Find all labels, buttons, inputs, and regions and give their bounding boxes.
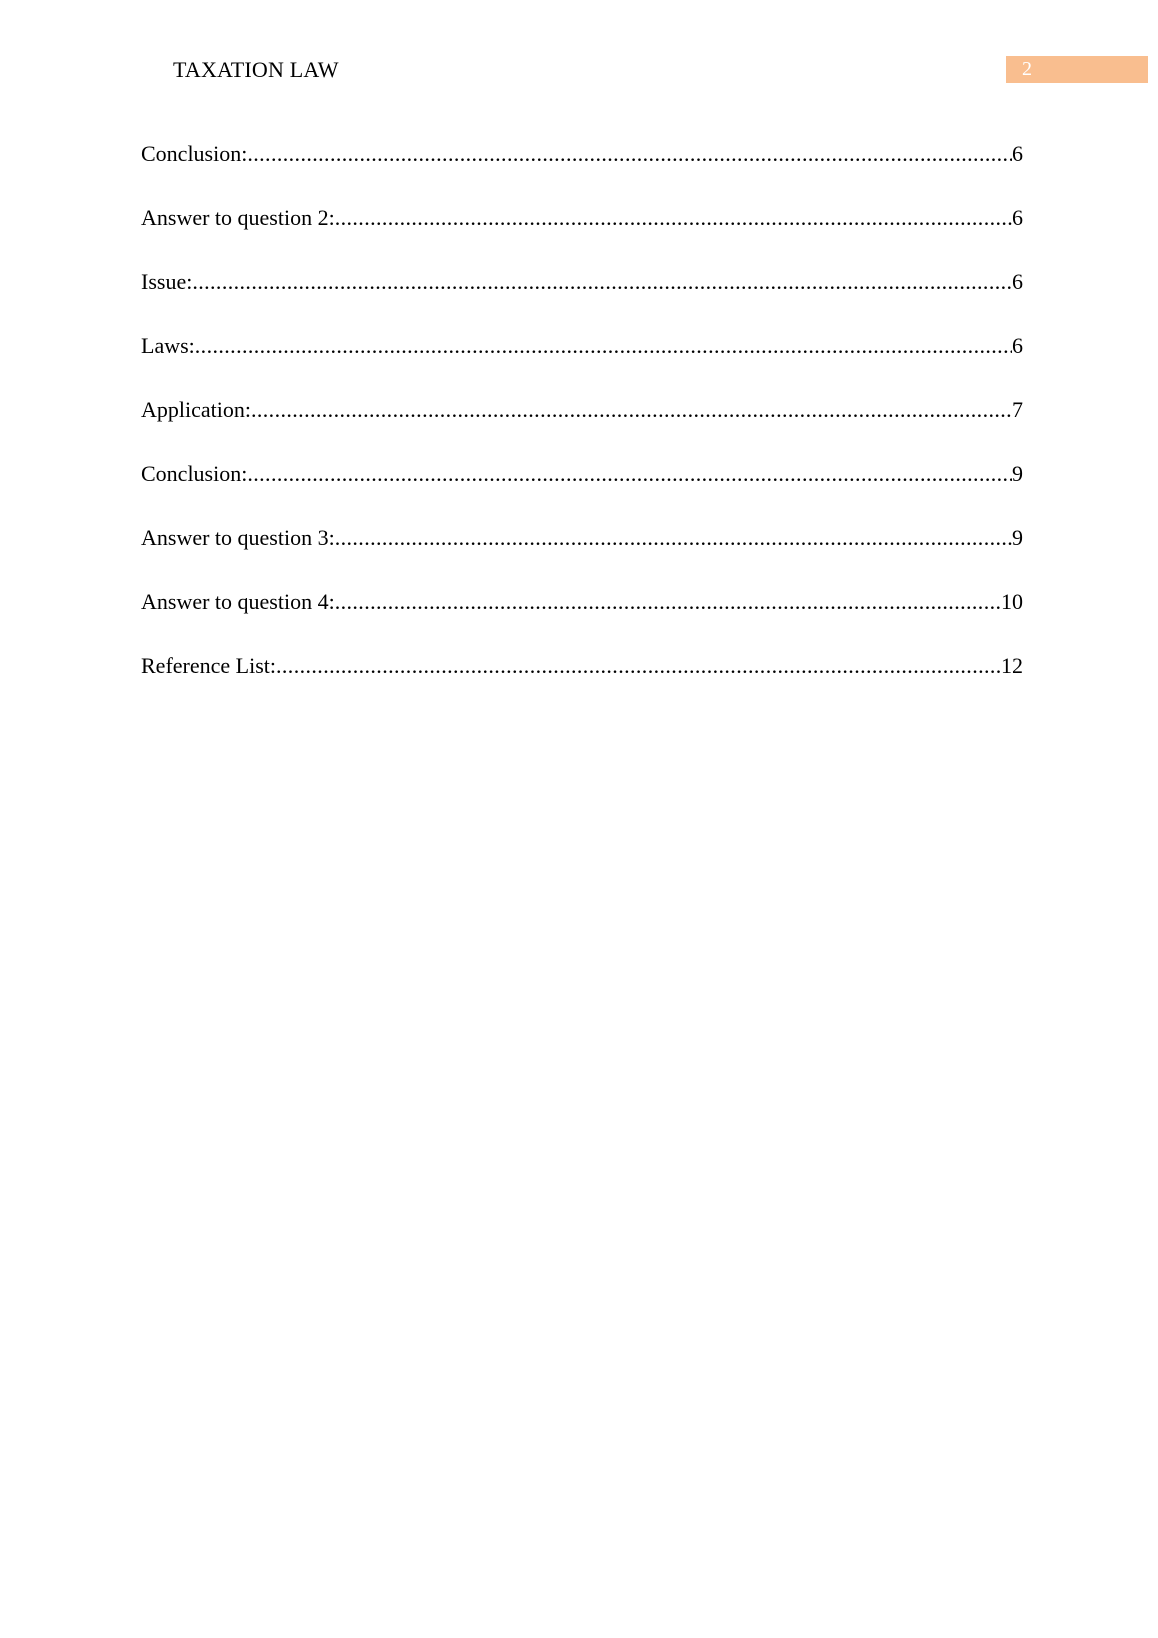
toc-entry-label: Reference List: bbox=[141, 653, 276, 678]
toc-entry-page: 12 bbox=[1001, 653, 1023, 678]
toc-entry-label: Laws: bbox=[141, 333, 195, 358]
toc-dot-leader bbox=[247, 456, 1012, 492]
toc-entry-label: Conclusion: bbox=[141, 461, 248, 486]
toc-dot-leader bbox=[251, 392, 1012, 428]
toc-entry-page: 9 bbox=[1012, 461, 1023, 486]
toc-entry-issue[interactable] bbox=[141, 264, 1023, 328]
toc-entry-reference-list[interactable] bbox=[141, 648, 1023, 712]
toc-entry-page: 6 bbox=[1012, 141, 1023, 166]
toc-dot-leader bbox=[335, 200, 1012, 236]
toc-entry-label: Conclusion: bbox=[141, 141, 248, 166]
toc-entry-page: 7 bbox=[1012, 397, 1023, 422]
toc-dot-leader bbox=[335, 520, 1012, 556]
toc-entry-conclusion-1[interactable] bbox=[141, 136, 1023, 200]
toc-entry-page: 6 bbox=[1012, 269, 1023, 294]
toc-dot-leader bbox=[247, 136, 1012, 172]
toc-entry-label: Answer to question 2: bbox=[141, 205, 335, 230]
toc-entry-page: 10 bbox=[1001, 589, 1023, 614]
toc-entry-answer-question-2[interactable] bbox=[141, 200, 1023, 264]
toc-dot-leader bbox=[195, 328, 1012, 364]
page-number-badge bbox=[1006, 56, 1148, 83]
running-header-title: TAXATION LAW bbox=[173, 57, 339, 82]
toc-entry-label: Application: bbox=[141, 397, 251, 422]
toc-dot-leader bbox=[335, 584, 1001, 620]
toc-entry-label: Answer to question 4: bbox=[141, 589, 335, 614]
toc-entry-application[interactable] bbox=[141, 392, 1023, 456]
toc-entry-conclusion-2[interactable] bbox=[141, 456, 1023, 520]
toc-entry-page: 9 bbox=[1012, 525, 1023, 550]
toc-entry-laws[interactable] bbox=[141, 328, 1023, 392]
toc-entry-page: 6 bbox=[1012, 205, 1023, 230]
toc-dot-leader bbox=[192, 264, 1012, 300]
page-number: 2 bbox=[1022, 58, 1032, 80]
toc-entry-label: Answer to question 3: bbox=[141, 525, 335, 550]
toc-entry-label: Issue: bbox=[141, 269, 193, 294]
toc-dot-leader bbox=[276, 648, 1001, 684]
toc-entry-answer-question-3[interactable] bbox=[141, 520, 1023, 584]
toc-entry-page: 6 bbox=[1012, 333, 1023, 358]
table-of-contents bbox=[141, 136, 1023, 712]
toc-entry-answer-question-4[interactable] bbox=[141, 584, 1023, 648]
